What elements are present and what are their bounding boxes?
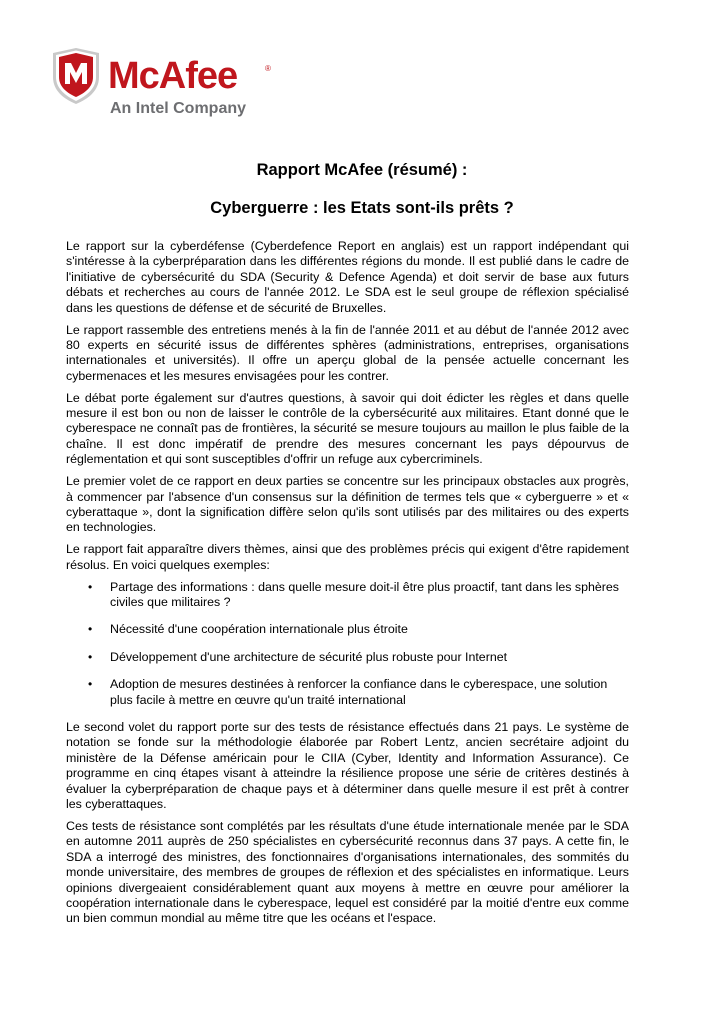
- document-subtitle: Cyberguerre : les Etats sont-ils prêts ?: [210, 199, 514, 217]
- svg-text:®: ®: [265, 64, 271, 73]
- bullet-icon: •: [88, 649, 93, 664]
- bullet-icon: •: [88, 579, 93, 594]
- list-item: [66, 580, 629, 611]
- list-item-text: Nécessité d'une coopération internationale plus étroite: [110, 622, 408, 637]
- examples-list: [66, 580, 629, 708]
- bullet-icon: •: [88, 622, 93, 637]
- paragraph: Le second volet du rapport porte sur des tests de résistance effectués dans 21 pays. Le système de notation se fonde sur la méthodologie élaborée par Robert Lentz, ancien secrétaire adjoint du ministère de la Défense américain pour le CIIA (Cyber, Identity and Information Assurance). Ce programme en cinq étapes visant à atteindre la résilience propose une série de critères destinés à évaluer la cyberpréparation de chaque pays et à déterminer dans quelle mesure il est prêt à contrer les cyberattaques.: [66, 720, 629, 812]
- document-title: Rapport McAfee (résumé) :: [256, 161, 468, 179]
- paragraph: Le débat porte également sur d'autres questions, à savoir qui doit édicter les règles et dans quelle mesure il est bon ou non de laisser le contrôle de la cybersécurité aux militaires. Etant donné que le cyberespace ne connaît pas de frontières, la sécurité se mesure toujours au maillon le plus faible de la chaîne. Il est donc impératif de prendre des mesures concernant les pays dépourvus de réglementation et qui sont susceptibles d'offrir un refuge aux cybercriminels.: [66, 390, 629, 467]
- list-item: [66, 622, 629, 637]
- svg-text:An Intel Company: An Intel Company: [110, 100, 247, 117]
- paragraph: Le rapport fait apparaître divers thèmes, ainsi que des problèmes précis qui exigent d'être rapidement résolus. En voici quelques exemples:: [66, 542, 629, 572]
- svg-text:McAfee: McAfee: [108, 55, 238, 97]
- mcafee-shield-logo: [52, 47, 277, 119]
- list-item-text: Adoption de mesures destinées à renforcer la confiance dans le cyberespace, une solution plus facile à mettre en œuvre qu'un traité international: [110, 677, 608, 707]
- list-item-text: Développement d'une architecture de sécurité plus robuste pour Internet: [110, 649, 508, 664]
- bullet-icon: •: [88, 677, 93, 692]
- list-item: [66, 650, 629, 665]
- list-item: [66, 677, 629, 708]
- paragraph: Le rapport rassemble des entretiens menés à la fin de l'année 2011 et au début de l'année 2012 avec 80 experts en sécurité issus de différentes sphères (administrations, entreprises, organisations internationales et universités). Il offre un aperçu global de la pensée actuelle concernant les cybermenaces et les mesures envisagées pour les contrer.: [66, 322, 629, 383]
- paragraph: Le premier volet de ce rapport en deux parties se concentre sur les principaux obstacles aux progrès, à commencer par l'absence d'un consensus sur la définition de termes tels que « cyberguerre » et « cyberattaque », dont la signification diffère selon qu'ils sont utilisés par des militaires ou des experts en technologies.: [66, 474, 629, 535]
- list-item-text: Partage des informations : dans quelle mesure doit-il être plus proactif, tant dans les sphères civiles que militaires ?: [110, 579, 619, 610]
- mcafee-logo: [52, 47, 277, 119]
- document-body: [66, 239, 629, 933]
- paragraph: Le rapport sur la cyberdéfense (Cyberdefence Report en anglais) est un rapport indépendant qui s'intéresse à la cyberpréparation dans les différentes régions du monde. Il est publié dans le cadre de l'initiative de cybersécurité du SDA (Security & Defence Agenda) et doit servir de base aux futurs débats et recherches au cours de l'année 2012. Le SDA est le seul groupe de réflexion spécialisé dans les questions de défense et de sécurité de Bruxelles.: [66, 239, 629, 315]
- paragraph: Ces tests de résistance sont complétés par les résultats d'une étude internationale menée par le SDA en automne 2011 auprès de 250 spécialistes en cybersécurité reconnus dans 37 pays. A cette fin, le SDA a interrogé des ministres, des fonctionnaires d'organisations internationales, des sommités du monde universitaire, des membres de groupes de réflexion et des spécialistes en informatique. Leurs opinions divergeaient considérablement quant aux moyens à mettre en œuvre pour améliorer la coopération internationale dans le cyberespace, lequel est considéré par la moitié d'entre eux comme un bien commun mondial au même titre que les océans et l'espace.: [66, 819, 629, 926]
